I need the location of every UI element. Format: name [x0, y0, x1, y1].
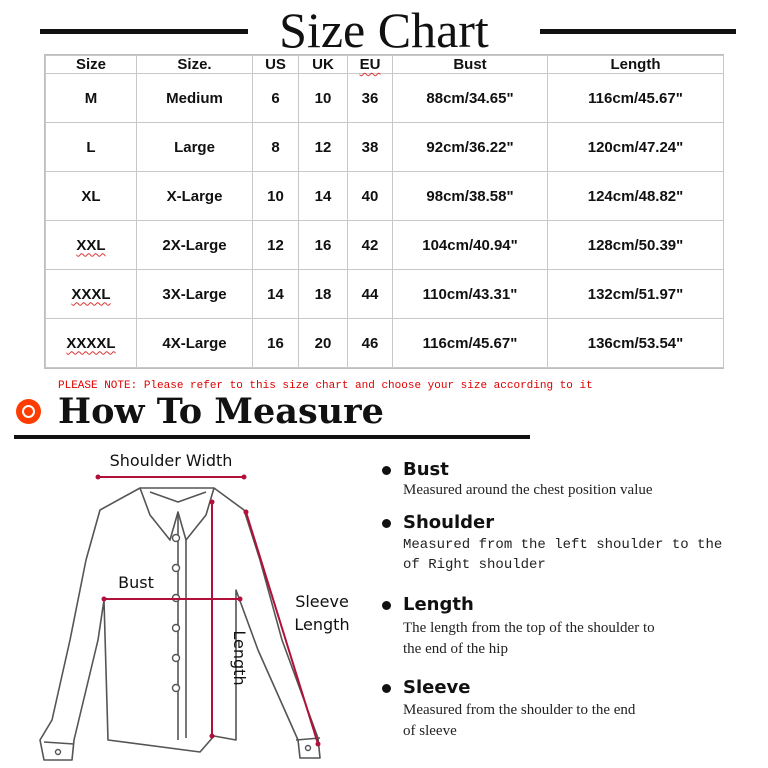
table-cell: Large [137, 123, 253, 172]
table-cell: 92cm/36.22" [393, 123, 548, 172]
table-cell: Medium [137, 74, 253, 123]
measure-desc-length [403, 618, 655, 660]
table-cell: 10 [253, 172, 299, 221]
table-cell: 46 [348, 319, 393, 368]
table-cell: 36 [348, 74, 393, 123]
header-uk: UK [299, 56, 348, 74]
table-cell: 128cm/50.39" [548, 221, 724, 270]
how-to-measure-title: How To Measure [58, 391, 384, 432]
table-cell: 40 [348, 172, 393, 221]
table-cell: 12 [253, 221, 299, 270]
header-bust: Bust [393, 56, 548, 74]
measure-title-length: Length [403, 594, 474, 615]
table-cell: XXL [46, 221, 137, 270]
measure-title-sleeve: Sleeve [403, 677, 471, 698]
table-cell: 16 [253, 319, 299, 368]
table-row [46, 123, 724, 172]
table-cell: 6 [253, 74, 299, 123]
header-size-name: Size. [137, 56, 253, 74]
table-cell: 18 [299, 270, 348, 319]
header-length: Length [548, 56, 724, 74]
measure-title-shoulder: Shoulder [403, 512, 495, 533]
shirt-outline [40, 488, 320, 760]
table-cell: XL [46, 172, 137, 221]
shirt-buttons [56, 535, 311, 755]
desc-line: Measured around the chest position value [403, 482, 653, 498]
table-cell: 116cm/45.67" [548, 74, 724, 123]
table-row [46, 221, 724, 270]
bullet-icon [382, 466, 391, 475]
table-cell: 124cm/48.82" [548, 172, 724, 221]
desc-line: the end of the hip [403, 641, 508, 657]
table-cell: 110cm/43.31" [393, 270, 548, 319]
table-cell: 12 [299, 123, 348, 172]
header-size: Size [46, 56, 137, 74]
table-cell: 132cm/51.97" [548, 270, 724, 319]
table-cell: 44 [348, 270, 393, 319]
label-shoulder-width: Shoulder Width [109, 451, 233, 470]
table-cell: M [46, 74, 137, 123]
header-eu: EU [348, 56, 393, 74]
table-cell: 14 [253, 270, 299, 319]
table-row [46, 172, 724, 221]
table-row [46, 270, 724, 319]
table-cell: 104cm/40.94" [393, 221, 548, 270]
table-row [46, 74, 724, 123]
table-cell: 120cm/47.24" [548, 123, 724, 172]
shirt-diagram [0, 440, 380, 768]
table-cell: 2X-Large [137, 221, 253, 270]
table-cell: L [46, 123, 137, 172]
table-cell: 16 [299, 221, 348, 270]
measure-desc-sleeve [403, 700, 635, 742]
table-cell: 4X-Large [137, 319, 253, 368]
bullet-icon [382, 519, 391, 528]
label-length: Length [230, 630, 249, 686]
circle-bullet-icon [16, 399, 41, 424]
table-cell: 42 [348, 221, 393, 270]
table-cell: XXXL [46, 270, 137, 319]
header-us: US [253, 56, 299, 74]
table-cell: 38 [348, 123, 393, 172]
table-row [46, 319, 724, 368]
desc-line: Measured from the left shoulder to the [403, 537, 723, 553]
table-cell: 10 [299, 74, 348, 123]
table-cell: 98cm/38.58" [393, 172, 548, 221]
measure-desc-shoulder [403, 535, 722, 575]
measure-lines [98, 477, 318, 744]
desc-line: of Right shoulder [403, 557, 546, 573]
bullet-icon [382, 601, 391, 610]
measure-title-bust: Bust [403, 459, 449, 480]
table-cell: 3X-Large [137, 270, 253, 319]
desc-line: of sleeve [403, 723, 457, 739]
measure-dots [96, 475, 321, 747]
how-to-rule [14, 435, 530, 439]
size-table [44, 54, 724, 369]
table-cell: X-Large [137, 172, 253, 221]
label-bust: Bust [118, 573, 154, 592]
desc-line: The length from the top of the shoulder to [403, 620, 655, 636]
bullet-icon [382, 684, 391, 693]
table-header-row [46, 56, 724, 74]
table-cell: 88cm/34.65" [393, 74, 548, 123]
size-note: PLEASE NOTE: Please refer to this size chart and choose your size according to it [58, 380, 593, 392]
label-sleeve-line1: Sleeve [295, 592, 349, 611]
table-cell: XXXXL [46, 319, 137, 368]
measure-desc-bust [403, 480, 653, 501]
desc-line: Measured from the shoulder to the end [403, 702, 636, 718]
page-title: Size Chart [279, 2, 489, 58]
table-cell: 20 [299, 319, 348, 368]
label-sleeve-line2: Length [294, 615, 350, 634]
table-cell: 14 [299, 172, 348, 221]
table-cell: 136cm/53.54" [548, 319, 724, 368]
table-cell: 116cm/45.67" [393, 319, 548, 368]
table-cell: 8 [253, 123, 299, 172]
